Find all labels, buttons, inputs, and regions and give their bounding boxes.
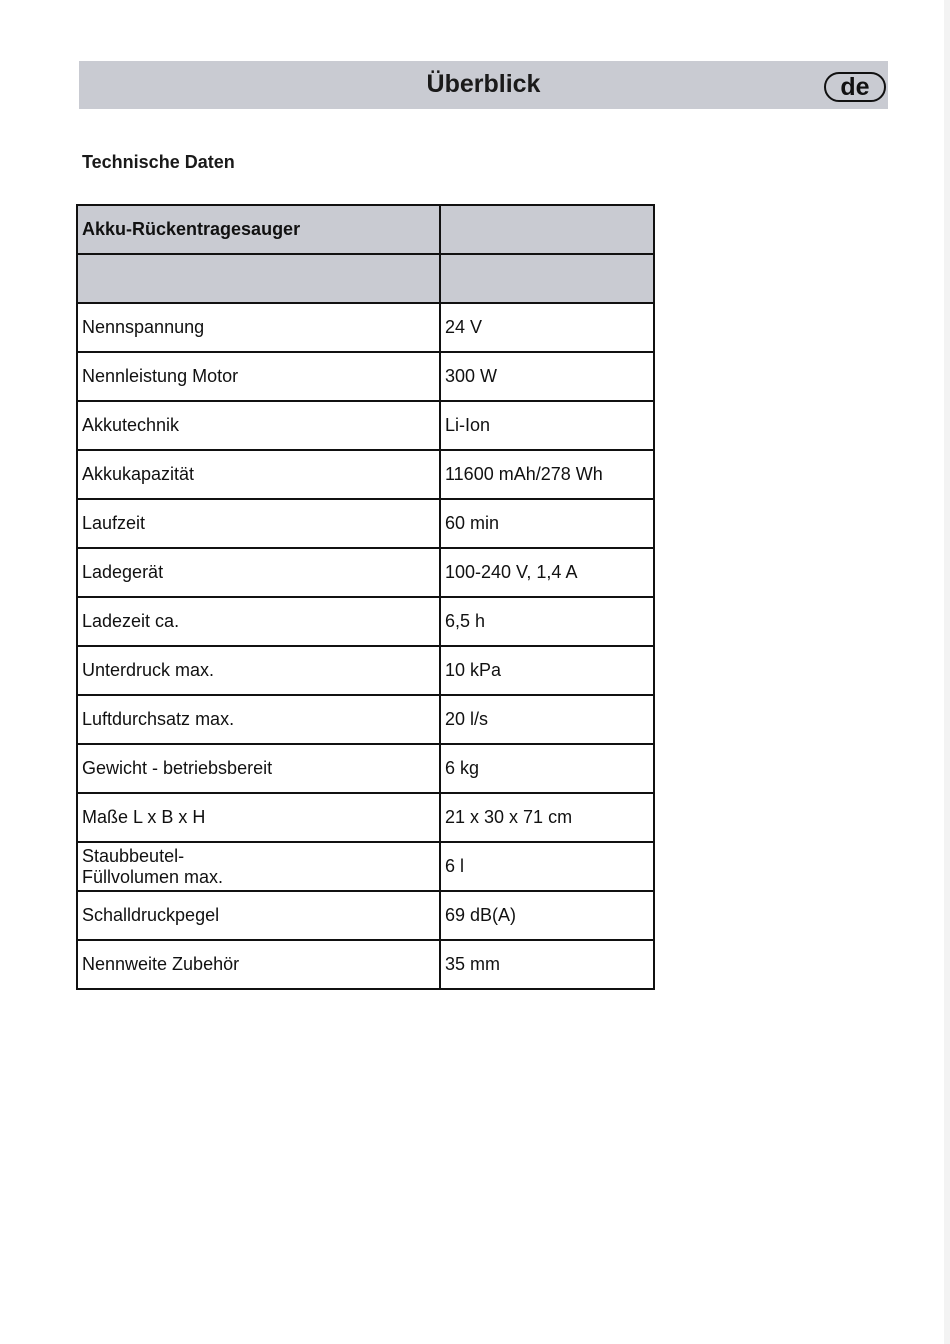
spec-value: 6 l — [440, 842, 654, 891]
table-row — [77, 793, 654, 842]
spec-value: 100-240 V, 1,4 A — [440, 548, 654, 597]
spec-label: Unterdruck max. — [77, 646, 440, 695]
spec-label: Akkukapazität — [77, 450, 440, 499]
spec-label: Laufzeit — [77, 499, 440, 548]
table-row — [77, 940, 654, 989]
table-row — [77, 646, 654, 695]
spec-label: Gewicht - betriebsbereit — [77, 744, 440, 793]
spec-value: 11600 mAh/278 Wh — [440, 450, 654, 499]
spec-label — [77, 842, 440, 891]
subheader-value-cell — [440, 254, 654, 303]
spec-value: 69 dB(A) — [440, 891, 654, 940]
table-row — [77, 303, 654, 352]
spec-value: 21 x 30 x 71 cm — [440, 793, 654, 842]
spec-label-line-2: Füllvolumen max. — [82, 866, 224, 887]
subheader-label-cell — [77, 254, 440, 303]
spec-value: 35 mm — [440, 940, 654, 989]
spec-label: Schalldruckpegel — [77, 891, 440, 940]
spec-label: Akkutechnik — [77, 401, 440, 450]
table-row — [77, 352, 654, 401]
language-badge: de — [824, 72, 886, 102]
table-row — [77, 548, 654, 597]
table-row — [77, 401, 654, 450]
table-subheader-row — [77, 254, 654, 303]
spec-value: Li-Ion — [440, 401, 654, 450]
spec-label: Ladezeit ca. — [77, 597, 440, 646]
product-name: Akku-Rückentragesauger — [82, 219, 301, 239]
spec-value: 20 l/s — [440, 695, 654, 744]
table-row — [77, 450, 654, 499]
header-value-cell — [440, 205, 654, 254]
table-header-row — [77, 205, 654, 254]
product-name-cell — [77, 205, 440, 254]
page-edge — [944, 0, 950, 1344]
spec-value: 60 min — [440, 499, 654, 548]
spec-label: Nennweite Zubehör — [77, 940, 440, 989]
spec-value: 10 kPa — [440, 646, 654, 695]
spec-label: Luftdurchsatz max. — [77, 695, 440, 744]
header-bar — [79, 61, 888, 109]
table-row — [77, 499, 654, 548]
table-row — [77, 891, 654, 940]
spec-label: Ladegerät — [77, 548, 440, 597]
table-row — [77, 597, 654, 646]
spec-value: 300 W — [440, 352, 654, 401]
spec-label: Nennspannung — [77, 303, 440, 352]
table-row — [77, 842, 654, 891]
spec-value: 6,5 h — [440, 597, 654, 646]
spec-value: 24 V — [440, 303, 654, 352]
table-row — [77, 744, 654, 793]
spec-label: Maße L x B x H — [77, 793, 440, 842]
table-row — [77, 695, 654, 744]
page-title: Überblick — [426, 70, 541, 98]
technical-data-table — [76, 204, 655, 990]
spec-label: Nennleistung Motor — [77, 352, 440, 401]
spec-value: 6 kg — [440, 744, 654, 793]
spec-label-line-1: Staubbeutel- — [82, 845, 185, 866]
section-title: Technische Daten — [82, 152, 235, 172]
